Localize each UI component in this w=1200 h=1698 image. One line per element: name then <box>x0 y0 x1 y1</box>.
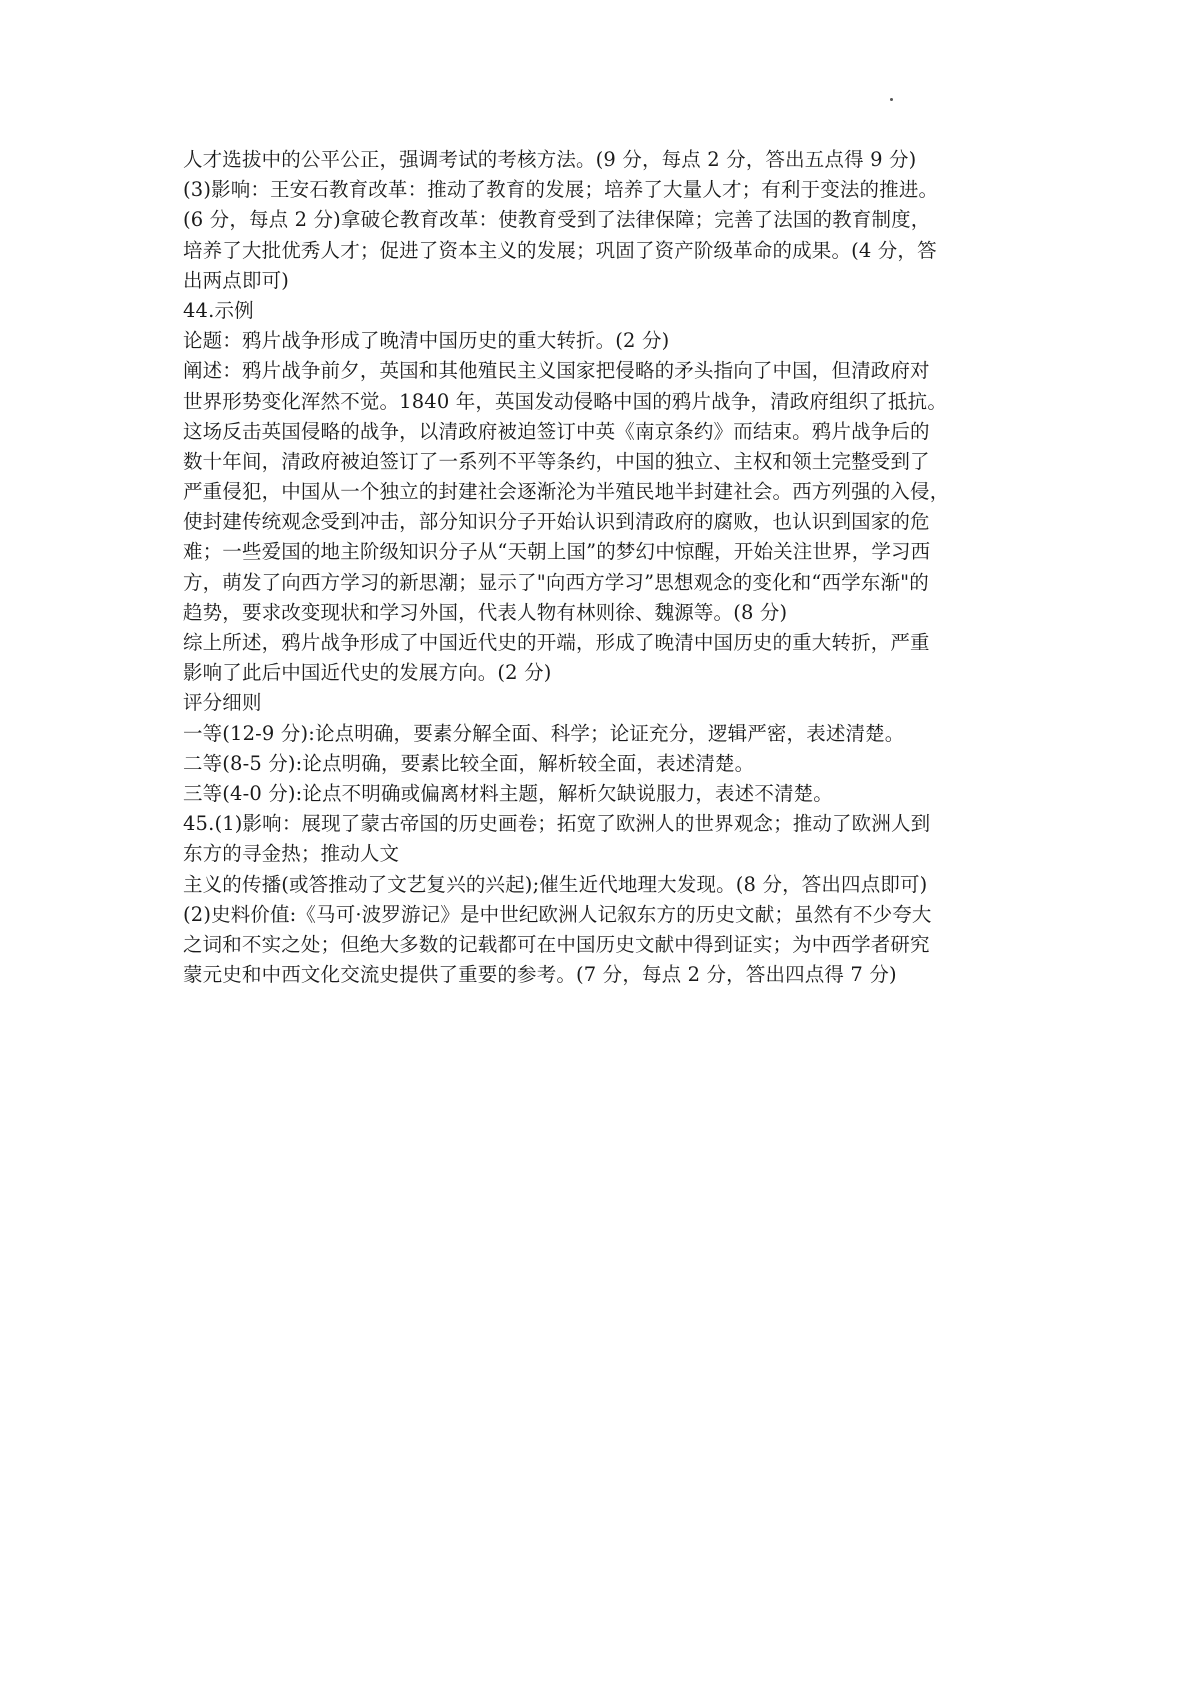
text-line: 使封建传统观念受到冲击，部分知识分子开始认识到清政府的腐败，也认识到国家的危 <box>183 510 930 534</box>
text-line: 综上所述，鸦片战争形成了中国近代史的开端，形成了晚清中国历史的重大转折，严重 <box>183 631 930 654</box>
text-line: 二等(8-5 分):论点明确，要素比较全面，解析较全面，表述清楚。 <box>183 751 755 775</box>
text-line: 这场反击英国侵略的战争，以清政府被迫签订中英《南京条约》而结束。鸦片战争后的 <box>183 419 930 443</box>
scoring-rules-heading: 评分细则 <box>183 691 262 715</box>
text-line: (2)史料价值:《马可·波罗游记》是中世纪欧洲人记叙东方的历史文献；虽然有不少夸大 <box>183 902 932 926</box>
text-line: 世界形势变化浑然不觉。1840 年，英国发动侵略中国的鸦片战争，清政府组织了抵抗。 <box>183 389 947 413</box>
text-line: 论题：鸦片战争形成了晚清中国历史的重大转折。(2 分) <box>183 329 670 353</box>
text-line: 难；一些爱国的地主阶级知识分子从“天朝上国”的梦幻中惊醒，开始关注世界，学习西 <box>183 540 931 564</box>
text-line: 培养了大批优秀人才；促进了资本主义的发展；巩固了资产阶级革命的成果。(4 分，答 <box>183 238 937 262</box>
text-line: 人才选拔中的公平公正，强调考试的考核方法。(9 分，每点 2 分，答出五点得 9 分) <box>183 148 917 171</box>
text-line: 影响了此后中国近代史的发展方向。(2 分) <box>183 661 552 685</box>
section-heading-44: 44.示例 <box>183 298 254 322</box>
text-line: 出两点即可) <box>183 268 290 292</box>
text-line: (3)影响：王安石教育改革：推动了教育的发展；培养了大量人才；有利于变法的推进。 <box>183 178 939 202</box>
text-line: 主义的传播(或答推动了文艺复兴的兴起);催生近代地理大发现。(8 分，答出四点即可) <box>183 872 928 896</box>
text-line: 之词和不实之处；但绝大多数的记载都可在中国历史文献中得到证实；为中西学者研究 <box>183 932 930 956</box>
text-line: (6 分，每点 2 分)拿破仑教育改革：使教育受到了法律保障；完善了法国的教育制度， <box>183 208 931 232</box>
text-line: 三等(4-0 分):论点不明确或偏离材料主题，解析欠缺说服力，表述不清楚。 <box>183 781 833 805</box>
text-line: 趋势，要求改变现状和学习外国，代表人物有林则徐、魏源等。(8 分) <box>183 600 788 624</box>
answer-text-block <box>183 145 1033 990</box>
text-line: 数十年间，清政府被迫签订了一系列不平等条约，中国的独立、主权和领土完整受到了 <box>183 449 930 473</box>
text-line: 45.(1)影响：展现了蒙古帝国的历史画卷；拓宽了欧洲人的世界观念；推动了欧洲人到 <box>183 812 931 836</box>
text-line: 方，萌发了向西方学习的新思潮；显示了"向西方学习”思想观念的变化和“西学东渐"的 <box>183 570 929 594</box>
text-line: 东方的寻金热；推动人文 <box>183 842 400 866</box>
page-mark-dot <box>890 98 893 101</box>
text-line: 蒙元史和中西文化交流史提供了重要的参考。(7 分，每点 2 分，答出四点得 7 分) <box>183 963 897 987</box>
text-line: 一等(12-9 分):论点明确，要素分解全面、科学；论证充分，逻辑严密，表述清楚。 <box>183 721 905 745</box>
text-line: 严重侵犯，中国从一个独立的封建社会逐渐沦为半殖民地半封建社会。西方列强的入侵， <box>183 480 950 504</box>
text-line: 阐述：鸦片战争前夕，英国和其他殖民主义国家把侵略的矛头指向了中国，但清政府对 <box>183 359 930 383</box>
